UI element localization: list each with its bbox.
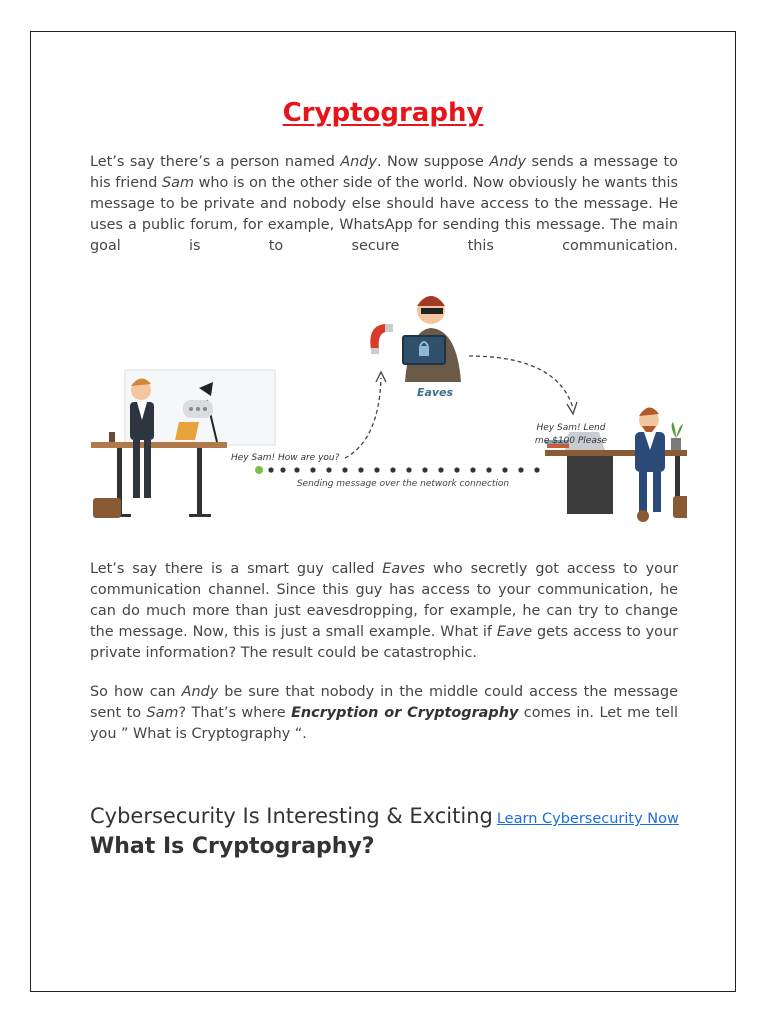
eaves-figure [370, 296, 461, 382]
tampered-message-line1: Hey Sam! Lend [536, 423, 606, 433]
encryption-term: Encryption or Cryptography [291, 705, 519, 721]
text-run: comes in. Let me tell you ” What is Cryptography “. [90, 705, 678, 742]
andy-message: Hey Sam! How are you? [231, 453, 340, 463]
text-run: . Now suppose [376, 154, 490, 170]
name-andy: Andy [340, 154, 377, 170]
text-run: ? That’s where [178, 705, 292, 721]
promo-text: Cybersecurity Is Interesting & Exciting [90, 804, 493, 828]
text-run: be sure that nobody in the middle could access the message sent to [90, 684, 678, 721]
name-eaves: Eaves [382, 561, 426, 577]
document-title: Cryptography [282, 98, 484, 128]
text-run: who is on the other side of the world. Now obviously he wants this message to be private and nobody else should have access to the message. He uses a public forum, for example, WhatsApp for sending this message. The main goal is to secure this communication. [90, 175, 679, 254]
document-page [30, 31, 736, 992]
promo-line [90, 804, 679, 828]
name-andy: Andy [181, 684, 219, 700]
network-caption: Sending message over the network connection [296, 479, 510, 489]
name-andy: Andy [489, 154, 526, 170]
learn-cybersecurity-link[interactable]: Learn Cybersecurity Now [496, 811, 679, 827]
name-eave: Eave [496, 624, 533, 640]
network-dots [255, 466, 540, 474]
text-run: who secretly got access to your communication channel. Since this guy has access to your communication, he can do much more than just eavesdropping, for example, he can try to change the message. Now, this is just a small example. What if [90, 561, 678, 640]
text-run: Let’s say there’s a person named [90, 154, 341, 170]
paragraph-eavesdropper [90, 559, 678, 664]
section-heading: What Is Cryptography? [90, 834, 375, 859]
name-sam: Sam [162, 175, 194, 191]
eaves-label: Eaves [416, 386, 454, 399]
text-run: So how can [90, 684, 182, 700]
cryptography-illustration [87, 260, 687, 540]
paragraph-question [90, 682, 678, 745]
forward-arrow [469, 356, 573, 408]
text-run: gets access to your private information? The result could be catastrophic. [90, 624, 678, 661]
text-run: Let’s say there is a smart guy called [90, 561, 383, 577]
intercept-arrow [345, 378, 381, 458]
text-run: sends a message to his friend [90, 154, 678, 191]
tampered-message-line2: me $100 Please [534, 436, 608, 446]
paragraph-intro [90, 152, 678, 257]
name-sam: Sam [146, 705, 179, 721]
